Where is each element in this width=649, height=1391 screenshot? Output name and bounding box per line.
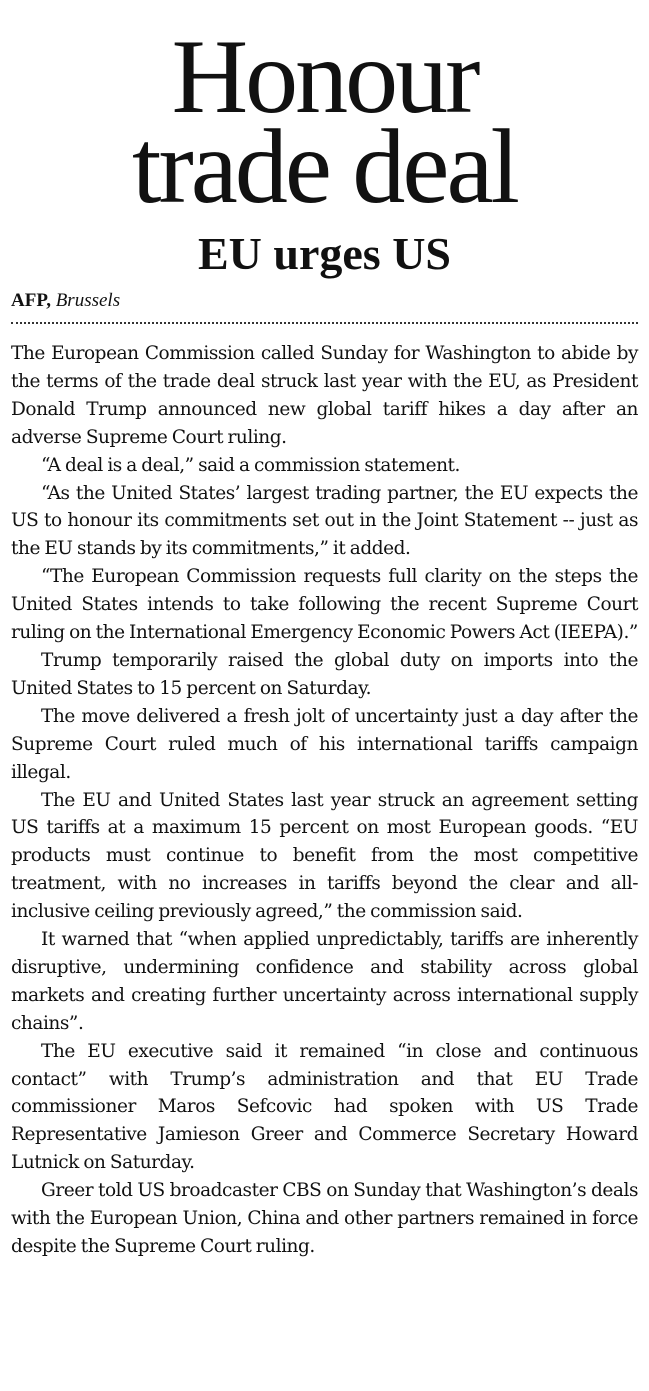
body-paragraph: “The European Commission requests full clarity on the steps the United States intends to take following the recent Supreme Court ruling on the International Emergency Economic Powers Act (IEEPA).” xyxy=(11,566,638,644)
body-paragraph: It warned that “when applied unpredictably, tariffs are inherently disruptive, undermining confidence and stability across global markets and creating further uncertainty across international supply chains”. xyxy=(11,929,638,1034)
body-paragraph: The EU and United States last year struck an agreement setting US tariffs at a maximum 15 percent on most European goods. “EU products must continue to benefit from the most competitive treatment, with no increases in tariffs beyond the clear and all-inclusive ceiling previously agreed,” the commission said. xyxy=(11,789,638,923)
byline-agency: AFP, xyxy=(11,290,51,311)
body-paragraph: The EU executive said it remained “in close and continuous contact” with Trump’s administration and that EU Trade commissioner Maros Sefcovic had spoken with US Trade Representative Jamieson Greer and Commerce Secretary Howard Lutnick on Saturday. xyxy=(11,1040,638,1174)
article-body xyxy=(11,340,638,1261)
body-paragraph: Greer told US broadcaster CBS on Sunday that Washington’s deals with the European Union, China and other partners remained in force despite the Supreme Court ruling. xyxy=(11,1180,638,1257)
headline-line-2: trade deal xyxy=(132,108,517,225)
dotted-divider xyxy=(11,322,638,324)
body-paragraph: The move delivered a fresh jolt of uncertainty just a day after the Supreme Court ruled much of his international tariffs campaign illegal. xyxy=(11,705,638,783)
byline-dateline: Brussels xyxy=(55,290,121,311)
byline xyxy=(11,288,120,314)
headline-line-1: Honour xyxy=(171,18,478,135)
body-paragraph: “As the United States’ largest trading partner, the EU expects the US to honour its commitments set out in the Joint Statement -- just as the EU stands by its commitments,” it added. xyxy=(11,482,638,560)
body-paragraph: The European Commission called Sunday for Washington to abide by the terms of the trade deal struck last year with the EU, as President Donald Trump announced new global tariff hikes a day after an adverse Supreme Court ruling. xyxy=(11,343,638,448)
body-paragraph: Trump temporarily raised the global duty on imports into the United States to 15 percent on Saturday. xyxy=(11,649,638,699)
body-paragraph: “A deal is a deal,” said a commission statement. xyxy=(41,454,460,476)
subheadline: EU urges US xyxy=(197,228,452,279)
